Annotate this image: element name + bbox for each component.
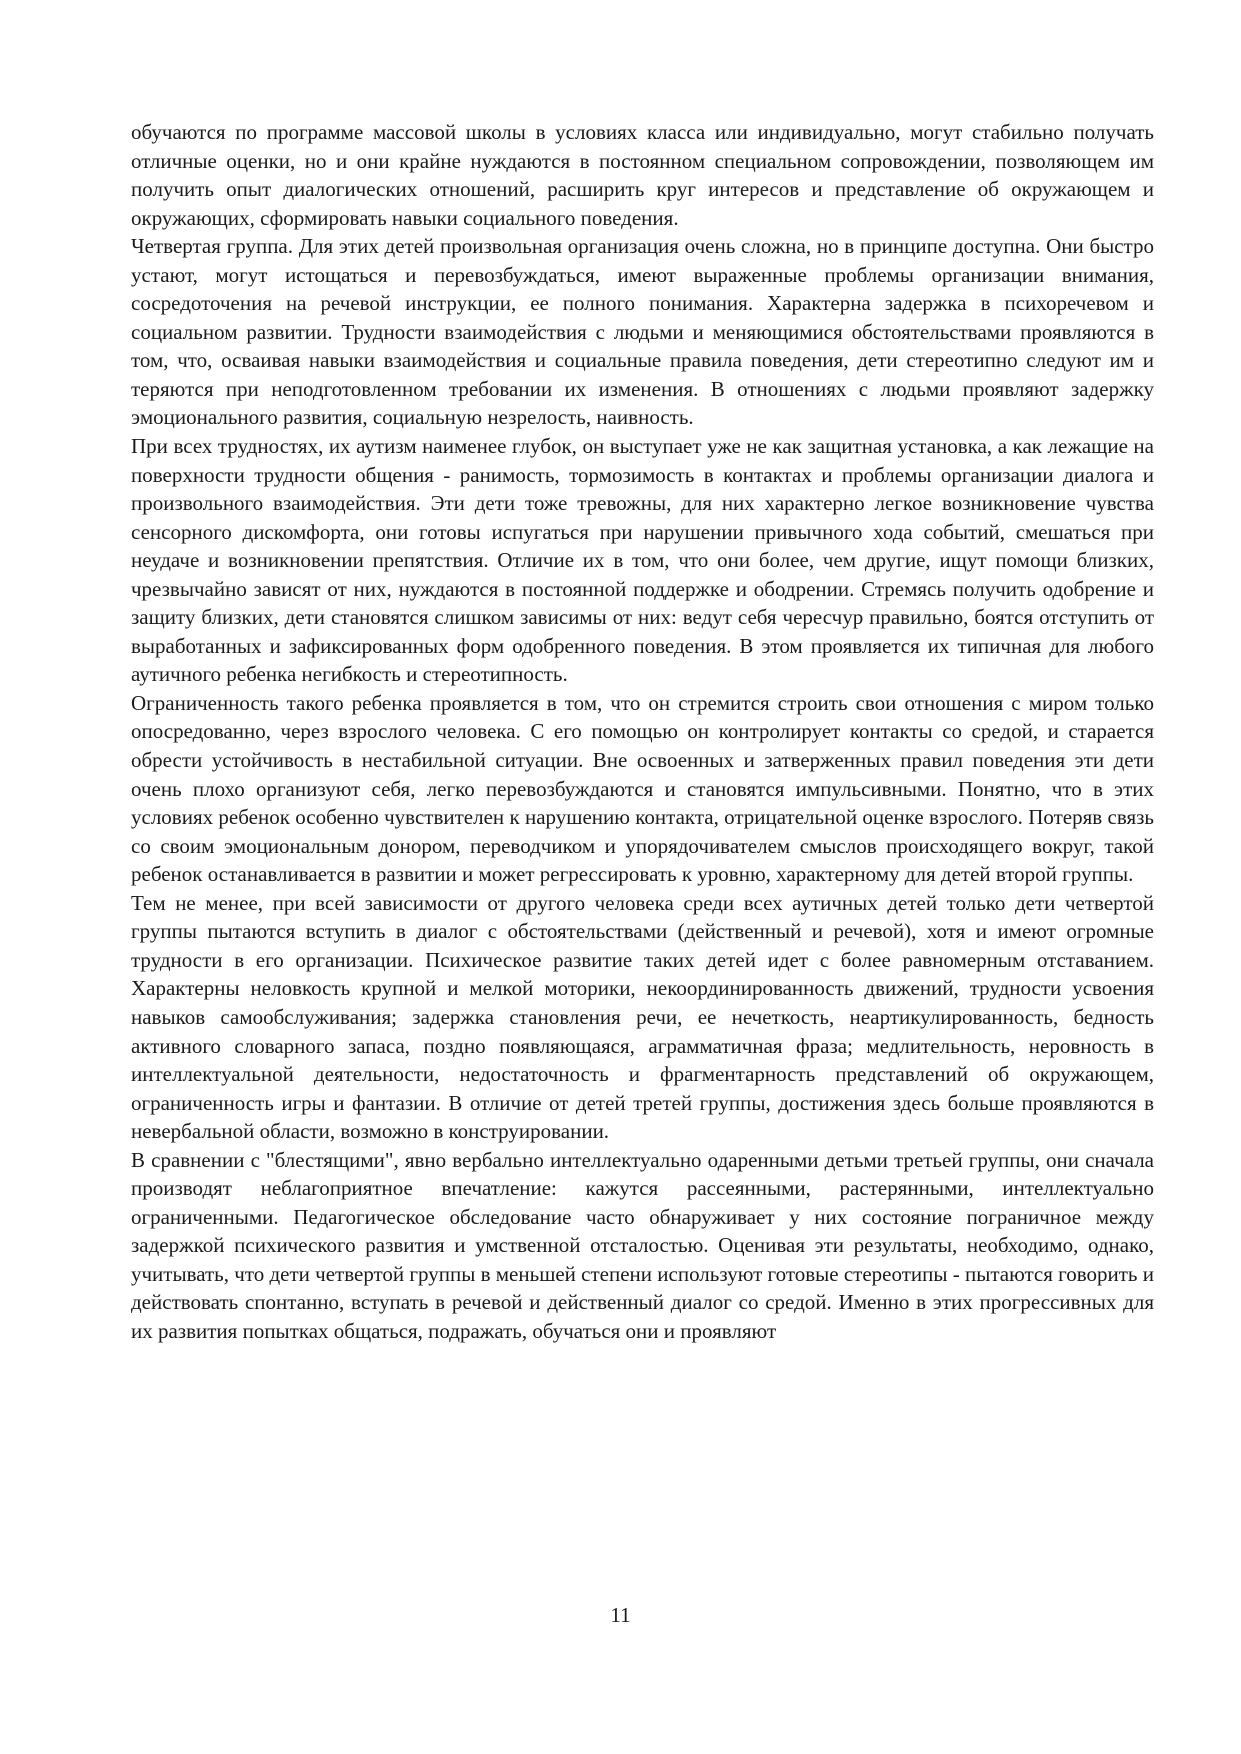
page-number: 11	[610, 1603, 631, 1627]
paragraph-4: Ограниченность такого ребенка проявляется в том, что он стремится строить свои отношения с миром только опосредованно, через взрослого человека. С его помощью он контролирует контакты со средой, и старается обрести устойчивость в нестабильной ситуации. Вне освоенных и затверженных правил поведения эти дети очень плохо организуют себя, легко перевозбуждаются и становятся импульсивными. Понятно, что в этих условиях ребенок особенно чувствителен к нарушению контакта, отрицательной оценке взрослого. Потеряв связь со своим эмоциональным донором, переводчиком и упорядочивателем смыслов происходящего вокруг, такой ребенок останавливается в развитии и может регрессировать к уровню, характерному для детей второй группы.	[131, 690, 1154, 887]
paragraph-3: При всех трудностях, их аутизм наименее глубок, он выступает уже не как защитная установка, а как лежащие на поверхности трудности общения - ранимость, тормозимость в контактах и проблемы организации диалога и произвольного взаимодействия. Эти дети тоже тревожны, для них характерно легкое возникновение чувства сенсорного дискомфорта, они готовы испугаться при нарушении привычного хода событий, смешаться при неудаче и возникновении препятствия. Отличие их в том, что они более, чем другие, ищут помощи близких, чрезвычайно зависят от них, нуждаются в постоянной поддержке и ободрении. Стремясь получить одобрение и защиту близких, дети становятся слишком зависимы от них: ведут себя чересчур правильно, боятся отступить от выработанных и зафиксированных форм одобренного поведения. В этом проявляется их типичная для любого аутичного ребенка негибкость и стереотипность.	[131, 434, 1154, 687]
paragraph-1: обучаются по программе массовой школы в условиях класса или индивидуально, могут стабильно получать отличные оценки, но и они крайне нуждаются в постоянном специальном сопровождении, позволяющем им получить опыт диалогических отношений, расширить круг интересов и представление об окружающем и окружающих, сформировать навыки социального поведения.	[131, 120, 1154, 230]
body-text	[131, 118, 1154, 1346]
paragraph-2: Четвертая группа. Для этих детей произвольная организация очень сложна, но в принципе доступна. Они быстро устают, могут истощаться и перевозбуждаться, имеют выраженные проблемы организации внимания, сосредоточения на речевой инструкции, ее полного понимания. Характерна задержка в психоречевом и социальном развитии. Трудности взаимодействия с людьми и меняющимися обстоятельствами проявляются в том, что, осваивая навыки взаимодействия и социальные правила поведения, дети стереотипно следуют им и теряются при неподготовленном требовании их изменения. В отношениях с людьми проявляют задержку эмоционального развития, социальную незрелость, наивность.	[131, 234, 1154, 430]
paragraph-5: Тем не менее, при всей зависимости от другого человека среди всех аутичных детей только дети четвертой группы пытаются вступить в диалог с обстоятельствами (действенный и речевой), хотя и имеют огромные трудности в его организации. Психическое развитие таких детей идет с более равномерным отставанием. Характерны неловкость крупной и мелкой моторики, некоординированность движений, трудности усвоения навыков самообслуживания; задержка становления речи, ее нечеткость, неартикулированность, бедность активного словарного запаса, поздно появляющаяся, аграмматичная фраза; медлительность, неровность в интеллектуальной деятельности, недостаточность и фрагментарность представлений об окружающем, ограниченность игры и фантазии. В отличие от детей третей группы, достижения здесь больше проявляются в невербальной области, возможно в конструировании.	[131, 890, 1154, 1144]
paragraph-6: В сравнении с "блестящими", явно вербально интеллектуально одаренными детьми третьей группы, они сначала производят неблагоприятное впечатление: кажутся рассеянными, растерянными, интеллектуально ограниченными. Педагогическое обследование часто обнаруживает у них состояние пограничное между задержкой психического развития и умственной отсталостью. Оценивая эти результаты, необходимо, однако, учитывать, что дети четвертой группы в меньшей степени используют готовые стереотипы - пытаются говорить и действовать спонтанно, вступать в речевой и действенный диалог со средой. Именно в этих прогрессивных для их развития попытках общаться, подражать, обучаться они и проявляют	[131, 1147, 1154, 1343]
